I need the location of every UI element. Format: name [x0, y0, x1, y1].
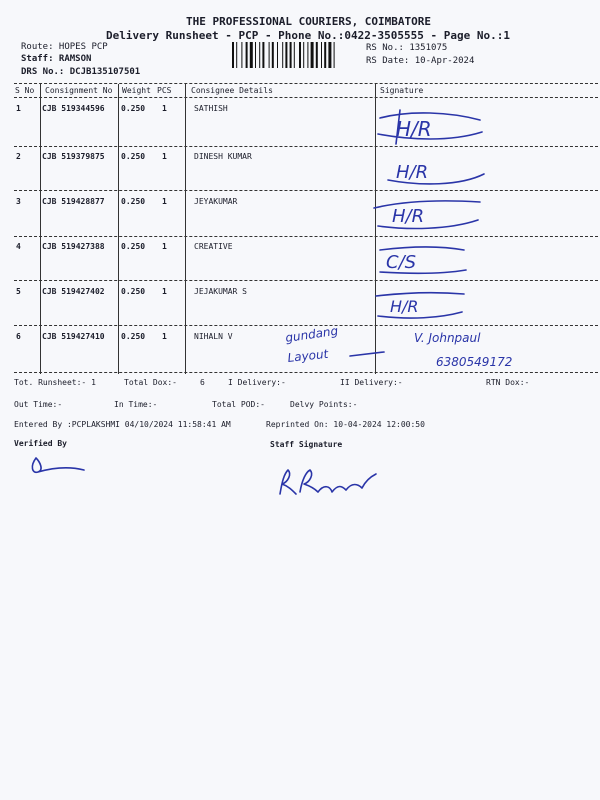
total-pod: Total POD:- [212, 400, 265, 409]
row-consignee: JEJAKUMAR S [194, 287, 247, 296]
col-header-weight: Weight [122, 86, 151, 95]
svg-text:H/R: H/R [396, 162, 429, 183]
row-weight: 0.250 [121, 197, 146, 206]
runsheet-subtitle: Delivery Runsheet - PCP - Phone No.:0422-3505555 - Page No.:1 [106, 29, 510, 42]
col-divider [118, 84, 119, 374]
signature-row-1 [370, 104, 490, 148]
i-delivery: I Delivery:- [228, 378, 286, 387]
svg-text:H/R: H/R [390, 297, 419, 316]
staff-signature [272, 462, 382, 500]
row-consignee: CREATIVE [194, 242, 233, 251]
row-consignee: DINESH KUMAR [194, 152, 252, 161]
staff-signature-label: Staff Signature [270, 440, 343, 449]
row-weight: 0.250 [121, 332, 146, 341]
ii-delivery: II Delivery:- [340, 378, 403, 387]
rs-date: RS Date: 10-Apr-2024 [366, 56, 475, 66]
svg-text:Layout: Layout [286, 346, 329, 365]
svg-text:C/S: C/S [386, 252, 417, 273]
row-rule [14, 146, 598, 147]
row-consignment: CJB 519428877 [42, 197, 105, 206]
signature-row-6 [408, 326, 538, 374]
signature-row-3 [368, 194, 488, 234]
row-consignment: CJB 519427402 [42, 287, 105, 296]
col-header-signature: Signature [380, 86, 424, 95]
signature-row-5 [370, 286, 470, 324]
row-pcs: 1 [162, 152, 167, 161]
svg-text:H/R: H/R [392, 206, 425, 227]
handwritten-note-row-6 [282, 324, 392, 368]
row-pcs: 1 [162, 197, 167, 206]
rtn-dox: RTN Dox:- [486, 378, 530, 387]
staff-label: Staff: RAMSON [21, 54, 92, 64]
col-header-sno: S No [15, 86, 35, 95]
row-consignment: CJB 519427388 [42, 242, 105, 251]
row-weight: 0.250 [121, 152, 146, 161]
barcode [232, 42, 358, 68]
svg-text:6380549172: 6380549172 [436, 355, 513, 369]
row-sno: 2 [16, 152, 21, 161]
row-pcs: 1 [162, 332, 167, 341]
row-sno: 3 [16, 197, 21, 206]
row-sno: 6 [16, 332, 21, 341]
row-consignment: CJB 519344596 [42, 104, 105, 113]
row-consignee: JEYAKUMAR [194, 197, 238, 206]
row-weight: 0.250 [121, 242, 146, 251]
row-consignee: SATHISH [194, 104, 228, 113]
row-consignee: NIHALN V [194, 332, 233, 341]
row-sno: 4 [16, 242, 21, 251]
row-weight: 0.250 [121, 104, 146, 113]
row-pcs: 1 [162, 242, 167, 251]
row-sno: 1 [16, 104, 21, 113]
row-weight: 0.250 [121, 287, 146, 296]
col-divider [40, 84, 41, 374]
svg-text:gundang: gundang [284, 324, 339, 345]
col-header-consignee: Consignee Details [191, 86, 273, 95]
row-pcs: 1 [162, 104, 167, 113]
signature-row-2 [380, 152, 490, 192]
table-top-rule [14, 83, 598, 84]
verified-by-label: Verified By [14, 439, 67, 448]
row-rule [14, 190, 598, 191]
in-time: In Time:- [114, 400, 158, 409]
tot-runsheet: Tot. Runsheet:- 1 [14, 378, 96, 387]
svg-text:H/R: H/R [396, 117, 432, 141]
delvy-points: Delvy Points:- [290, 400, 358, 409]
reprinted-on: Reprinted On: 10-04-2024 12:00:50 [266, 420, 425, 429]
out-time: Out Time:- [14, 400, 63, 409]
signature-row-4 [372, 240, 472, 280]
row-consignment: CJB 519427410 [42, 332, 105, 341]
row-sno: 5 [16, 287, 21, 296]
verified-by-signature [26, 452, 90, 478]
rs-number: RS No.: 1351075 [366, 43, 448, 53]
col-divider [185, 84, 186, 374]
entered-by: Entered By :PCPLAKSHMI 04/10/2024 11:58:41 AM [14, 420, 231, 429]
row-consignment: CJB 519379875 [42, 152, 105, 161]
total-dox-value: 6 [200, 378, 205, 387]
row-rule [14, 280, 598, 281]
company-title: THE PROFESSIONAL COURIERS, COIMBATORE [186, 15, 432, 28]
total-dox-label: Total Dox:- [124, 378, 177, 387]
row-pcs: 1 [162, 287, 167, 296]
svg-text:V. Johnpaul: V. Johnpaul [414, 331, 481, 345]
table-header-rule [14, 97, 598, 98]
route-label: Route: HOPES PCP [21, 42, 108, 52]
col-header-pcs: PCS [157, 86, 172, 95]
col-header-consignment: Consignment No [45, 86, 113, 95]
drs-number: DRS No.: DCJB135107501 [21, 67, 141, 77]
row-rule [14, 236, 598, 237]
